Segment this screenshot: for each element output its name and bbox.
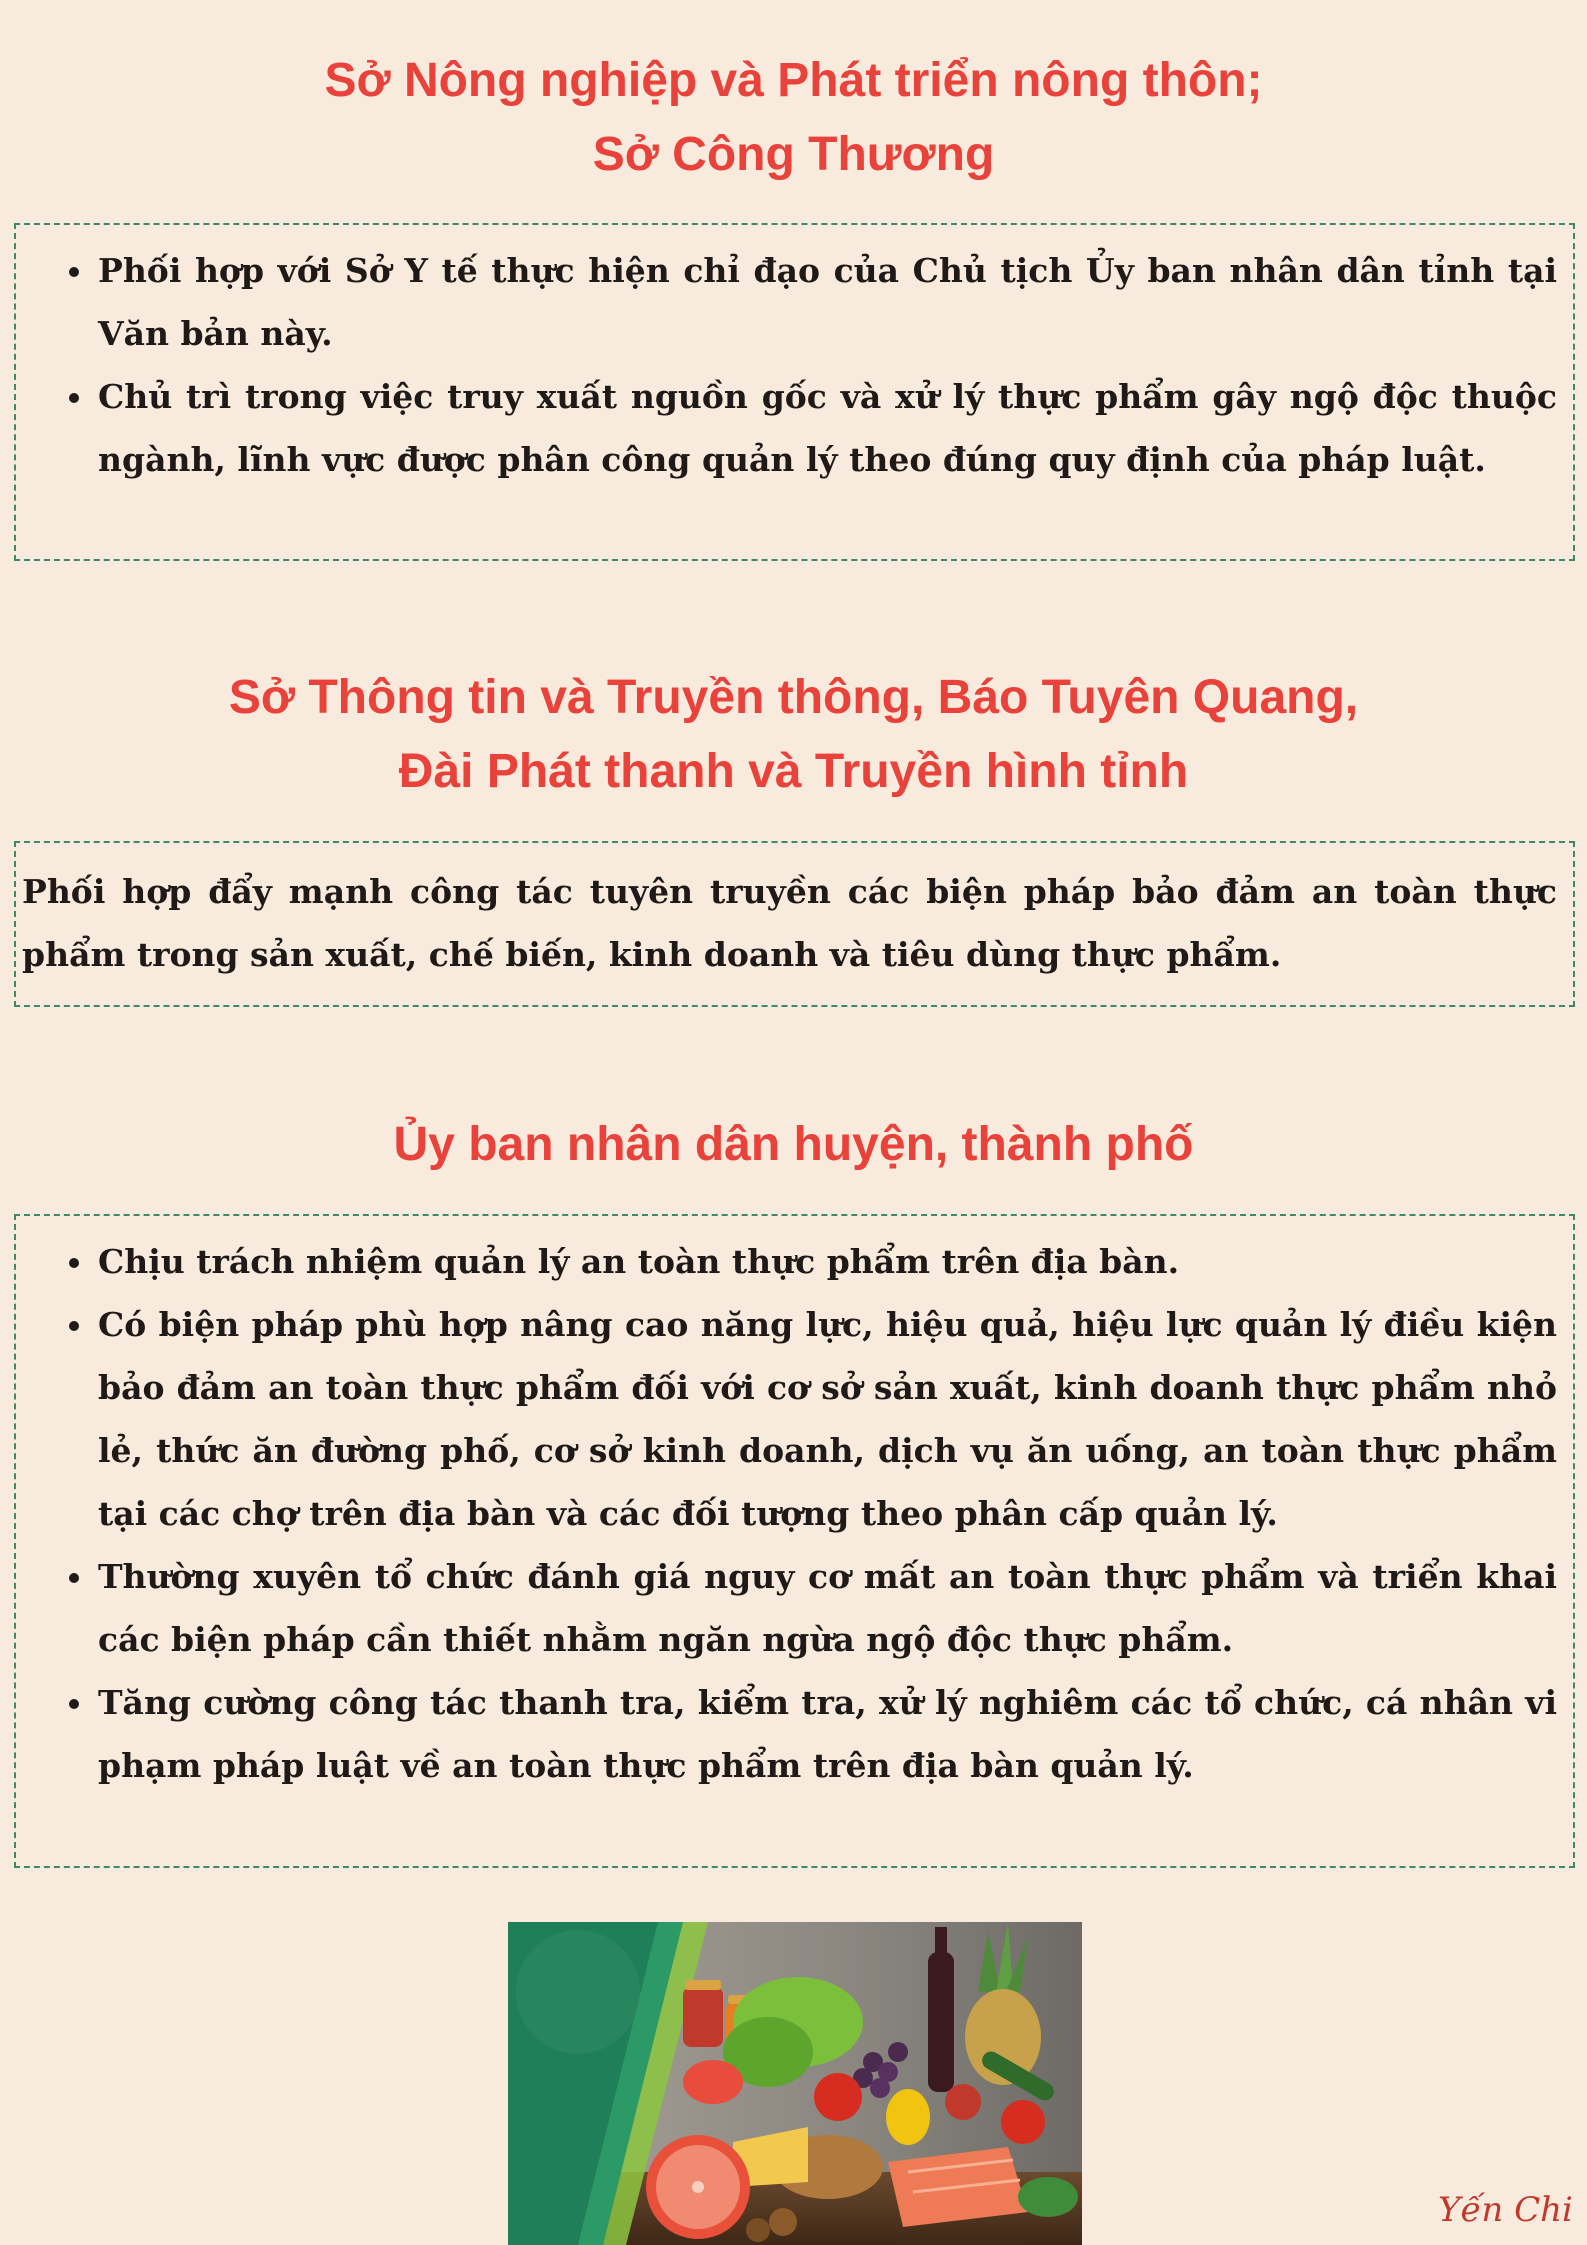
section-1-list: [16, 239, 1573, 491]
list-item: Chịu trách nhiệm quản lý an toàn thực phẩm trên địa bàn.: [98, 1230, 1557, 1293]
section-1-box: [14, 223, 1575, 561]
section-3-box: [14, 1214, 1575, 1868]
section-2-heading: [0, 661, 1587, 809]
section-2-box: [14, 841, 1575, 1007]
section-2-heading-line-1: Sở Thông tin và Truyền thông, Báo Tuyên Quang,: [228, 671, 1359, 724]
list-item: Thường xuyên tổ chức đánh giá nguy cơ mất an toàn thực phẩm và triển khai các biện pháp cần thiết nhằm ngăn ngừa ngộ độc thực phẩm.: [98, 1545, 1557, 1671]
section-3-heading-line-1: Ủy ban nhân dân huyện, thành phố: [393, 1118, 1194, 1171]
list-item: Phối hợp với Sở Y tế thực hiện chỉ đạo của Chủ tịch Ủy ban nhân dân tỉnh tại Văn bản này.: [98, 239, 1557, 365]
author-signature: Yến Chi: [1438, 2190, 1573, 2230]
list-item: Có biện pháp phù hợp nâng cao năng lực, hiệu quả, hiệu lực quản lý điều kiện bảo đảm an toàn thực phẩm đối với cơ sở sản xuất, kinh doanh thực phẩm nhỏ lẻ, thức ăn đường phố, cơ sở kinh doanh, dịch vụ ăn uống, an toàn thực phẩm tại các chợ trên địa bàn và các đối tượng theo phân cấp quản lý.: [98, 1293, 1557, 1545]
list-item: Chủ trì trong việc truy xuất nguồn gốc và xử lý thực phẩm gây ngộ độc thuộc ngành, lĩnh vực được phân công quản lý theo đúng quy định của pháp luật.: [98, 365, 1557, 491]
section-2-paragraph: Phối hợp đẩy mạnh công tác tuyên truyền các biện pháp bảo đảm an toàn thực phẩm trong sản xuất, chế biến, kinh doanh và tiêu dùng thực phẩm.: [22, 872, 1557, 974]
section-2-heading-line-2: Đài Phát thanh và Truyền hình tỉnh: [398, 745, 1189, 798]
list-item: Tăng cường công tác thanh tra, kiểm tra, xử lý nghiêm các tổ chức, cá nhân vi phạm pháp luật về an toàn thực phẩm trên địa bàn quản lý.: [98, 1671, 1557, 1797]
food-photo: [508, 1922, 1082, 2245]
section-1-heading-line-1: Sở Nông nghiệp và Phát triển nông thôn;: [324, 54, 1263, 107]
section-3-heading: [0, 1108, 1587, 1182]
section-3-list: [16, 1230, 1573, 1797]
section-1-heading: [0, 44, 1587, 192]
section-1-heading-line-2: Sở Công Thương: [592, 128, 995, 181]
